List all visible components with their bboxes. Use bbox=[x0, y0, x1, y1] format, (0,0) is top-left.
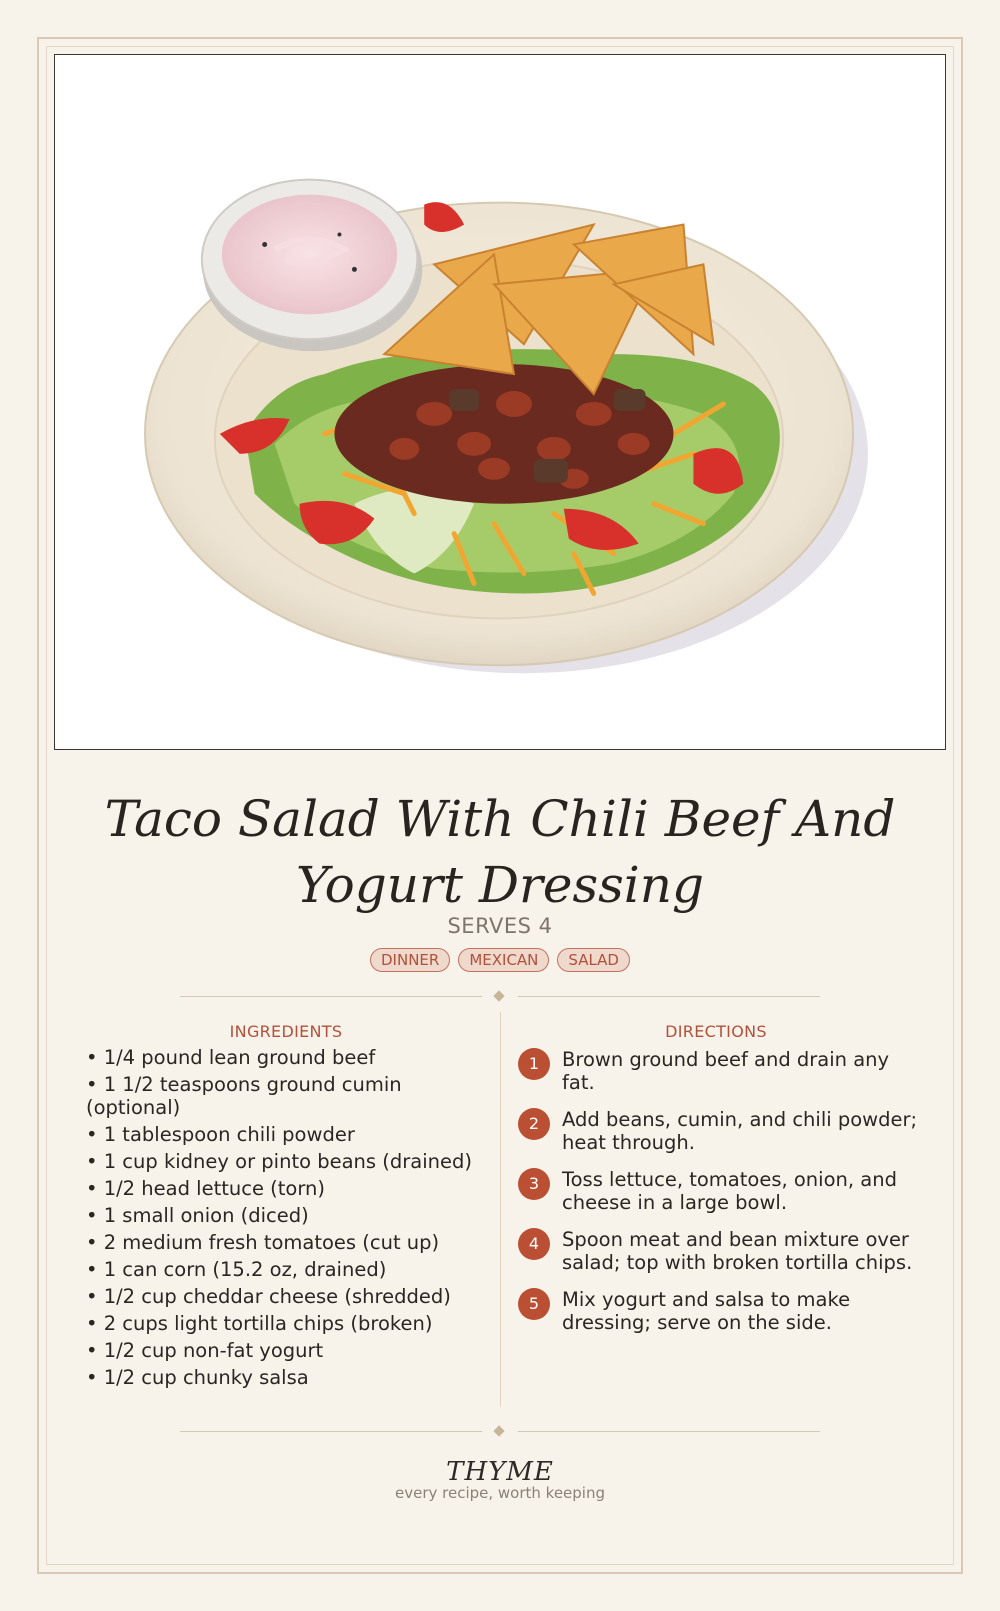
directions-heading: DIRECTIONS bbox=[665, 1022, 767, 1041]
step-text: Brown ground beef and drain any fat. bbox=[562, 1048, 890, 1094]
bottom-divider bbox=[180, 1425, 820, 1439]
step-number-badge: 1 bbox=[518, 1048, 550, 1080]
step-number-badge: 5 bbox=[518, 1288, 550, 1320]
direction-step bbox=[518, 1108, 918, 1154]
column-separator bbox=[500, 1012, 501, 1406]
ingredient-item: • 2 cups light tortilla chips (broken) bbox=[86, 1312, 486, 1335]
tag-mexican[interactable]: MEXICAN bbox=[458, 948, 549, 972]
ingredient-item: • 1 cup kidney or pinto beans (drained) bbox=[86, 1150, 486, 1173]
step-text: Spoon meat and bean mixture over salad; top with broken tortilla chips. bbox=[562, 1228, 913, 1274]
tag-salad[interactable]: SALAD bbox=[557, 948, 630, 972]
step-number-badge: 2 bbox=[518, 1108, 550, 1140]
ingredient-item: • 1 small onion (diced) bbox=[86, 1204, 486, 1227]
direction-step bbox=[518, 1168, 918, 1214]
recipe-title: Taco Salad With Chili Beef And Yogurt Dressing bbox=[104, 790, 896, 914]
divider-line-left bbox=[180, 1431, 482, 1432]
divider-diamond-icon bbox=[493, 990, 504, 1001]
divider-line-left bbox=[180, 996, 482, 997]
divider-diamond-icon bbox=[493, 1425, 504, 1436]
step-number-badge: 3 bbox=[518, 1168, 550, 1200]
brand-name: THYME bbox=[446, 1457, 554, 1487]
ingredient-item: • 1 tablespoon chili powder bbox=[86, 1123, 486, 1146]
ingredient-item: • 1 1/2 teaspoons ground cumin (optional) bbox=[86, 1073, 486, 1119]
step-text: Add beans, cumin, and chili powder; heat through. bbox=[562, 1108, 918, 1154]
step-text: Toss lettuce, tomatoes, onion, and cheese in a large bowl. bbox=[562, 1168, 897, 1214]
top-divider bbox=[180, 990, 820, 1004]
ingredient-item: • 1/2 head lettuce (torn) bbox=[86, 1177, 486, 1200]
directions-list bbox=[518, 1048, 918, 1348]
tag-dinner[interactable]: DINNER bbox=[370, 948, 450, 972]
divider-line-right bbox=[518, 996, 820, 997]
ingredient-item: • 1/4 pound lean ground beef bbox=[86, 1046, 486, 1069]
direction-step bbox=[518, 1048, 918, 1094]
serves-count: SERVES 4 bbox=[447, 914, 553, 938]
ingredients-list bbox=[86, 1046, 486, 1393]
tag-list bbox=[0, 948, 1000, 972]
taco-salad-illustration bbox=[55, 55, 945, 749]
ingredient-item: • 1/2 cup chunky salsa bbox=[86, 1366, 486, 1389]
ingredient-item: • 1/2 cup non-fat yogurt bbox=[86, 1339, 486, 1362]
step-number-badge: 4 bbox=[518, 1228, 550, 1260]
direction-step bbox=[518, 1228, 918, 1274]
ingredient-item: • 1/2 cup cheddar cheese (shredded) bbox=[86, 1285, 486, 1308]
direction-step bbox=[518, 1288, 918, 1334]
brand-tagline: every recipe, worth keeping bbox=[394, 1484, 605, 1502]
step-text: Mix yogurt and salsa to make dressing; serve on the side. bbox=[562, 1288, 851, 1334]
recipe-photo bbox=[54, 54, 946, 750]
ingredient-item: • 2 medium fresh tomatoes (cut up) bbox=[86, 1231, 486, 1254]
ingredients-heading: INGREDIENTS bbox=[229, 1022, 343, 1041]
divider-line-right bbox=[518, 1431, 820, 1432]
ingredient-item: • 1 can corn (15.2 oz, drained) bbox=[86, 1258, 486, 1281]
